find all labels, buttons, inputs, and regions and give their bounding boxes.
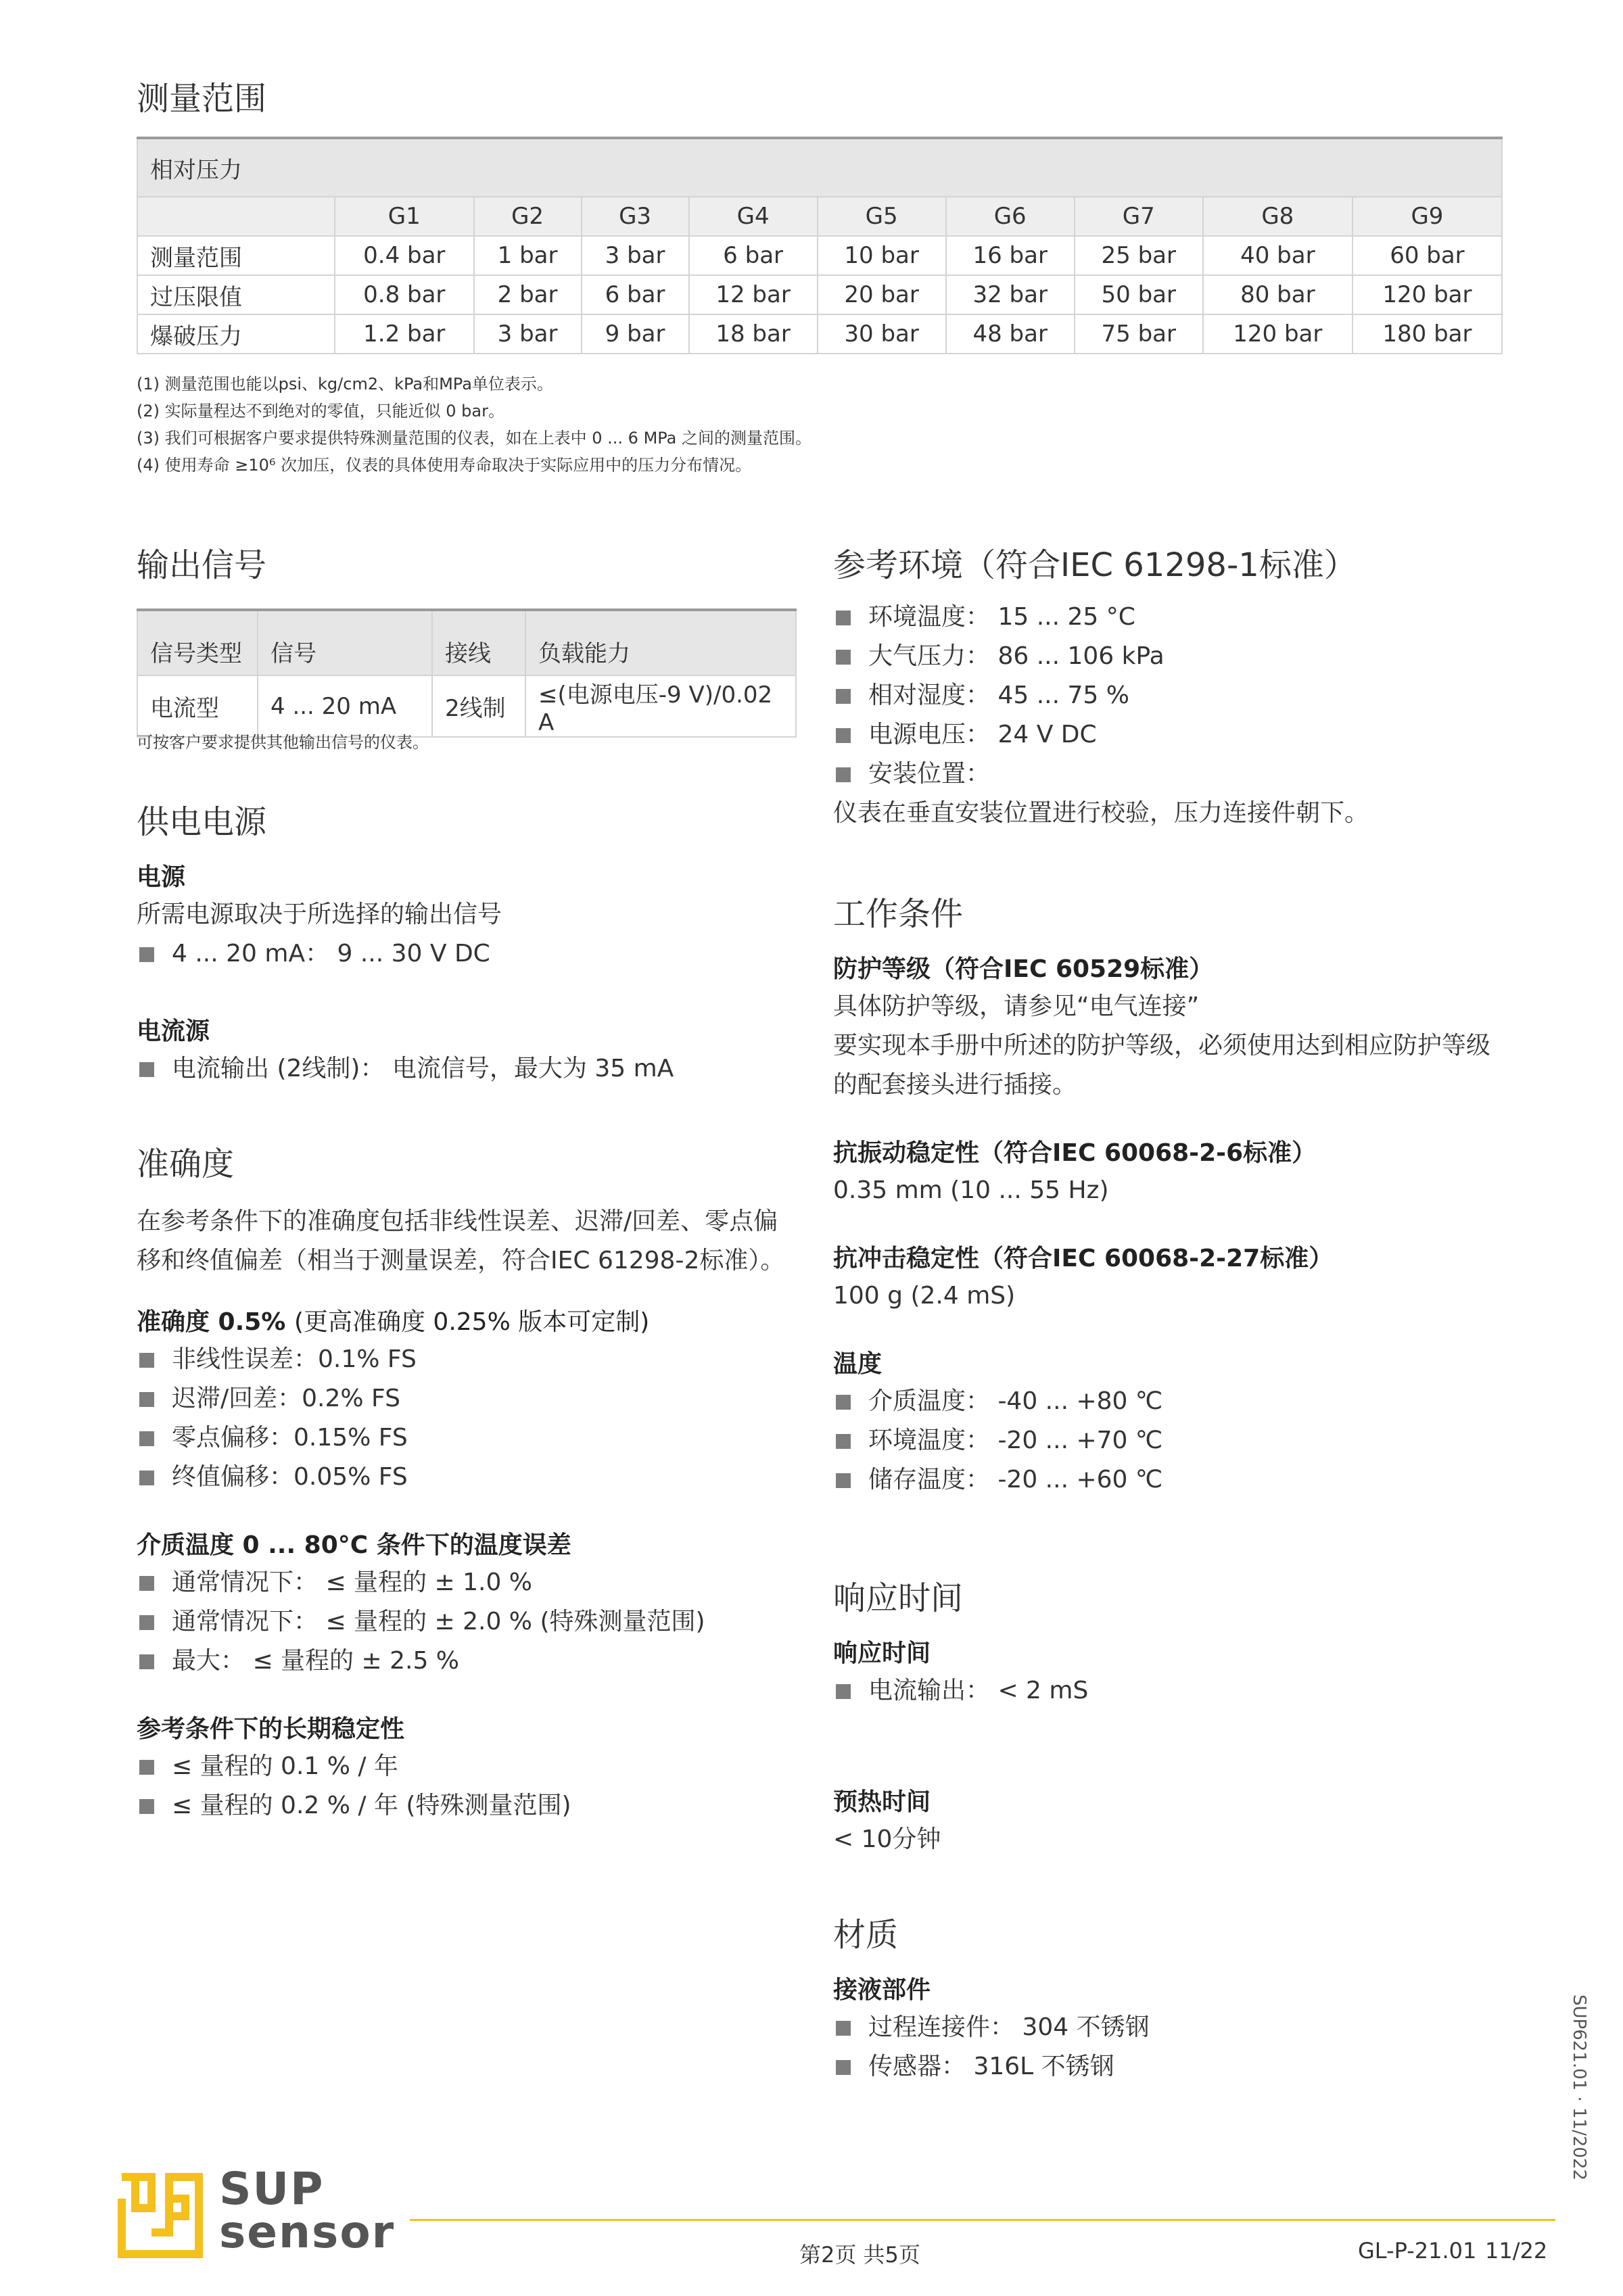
accuracy-title [137,1305,799,1340]
range-cell: 30 bar [818,314,946,354]
temperature-item: 介质温度： -40 ... +80 ℃ [833,1382,1503,1421]
reference-item: 相对湿度： 45 ... 75 % [833,676,1509,715]
response-item: 电流输出： < 2 mS [833,1671,1503,1711]
accuracy-title-text: 准确度 0.5% [137,1308,286,1336]
range-note: (2) 实际量程达不到绝对的零值，只能近似 0 bar。 [137,402,504,421]
range-cell: 0.4 bar [335,236,474,275]
range-cell: 32 bar [946,275,1075,314]
output-cell: ≤(电源电压-9 V)/0.02 A [525,675,796,737]
conditions-heading: 工作条件 [833,895,964,933]
material-item: 传感器： 316L 不锈钢 [833,2047,1503,2086]
shock-text: 100 g (2.4 mS) [833,1282,1016,1310]
range-cell: 50 bar [1075,275,1203,314]
output-heading: 输出信号 [137,546,267,584]
accuracy-item: 零点偏移：0.15% FS [137,1418,799,1458]
material-item: 过程连接件： 304 不锈钢 [833,2008,1503,2047]
range-notes [137,370,1489,479]
range-cell: 9 bar [582,314,689,354]
range-column-header: G6 [946,197,1075,236]
range-column-header: G2 [474,197,582,236]
range-row [137,236,1502,275]
mount-text: 仪表在垂直安装位置进行校验，压力连接件朝下。 [833,799,1369,827]
range-cell: 12 bar [689,275,818,314]
material-title: 接液部件 [833,1976,931,2004]
logo [116,2172,204,2262]
accuracy-note: (更高准确度 0.25% 版本可定制) [293,1308,650,1336]
power-heading: 供电电源 [137,803,267,841]
range-cell: 10 bar [818,236,946,275]
range-cell: 75 bar [1075,314,1203,354]
shock-title: 抗冲击稳定性（符合IEC 60068-2-27标准） [833,1245,1334,1272]
range-cell: 18 bar [689,314,818,354]
range-row-label: 测量范围 [137,236,335,275]
temp-error-item: 最大： ≤ 量程的 ± 2.5 % [137,1642,799,1681]
power-supply-item: 4 ... 20 mA： 9 ... 30 V DC [137,934,786,974]
range-row [137,314,1502,354]
range-cell: 20 bar [818,275,946,314]
range-column-header: G9 [1352,197,1502,236]
power-section [137,860,786,1120]
temp-error-title: 介质温度 0 ... 80°C 条件下的温度误差 [137,1531,571,1559]
ip-title: 防护等级（符合IEC 60529标准） [833,955,1214,983]
range-note: (1) 测量范围也能以psi、kg/cm2、kPa和MPa单位表示。 [137,375,553,393]
vibration-title: 抗振动稳定性（符合IEC 60068-2-6标准） [833,1139,1317,1167]
range-header-row [137,197,1502,236]
stability-item: ≤ 量程的 0.1 % / 年 [137,1747,799,1786]
range-row-label: 爆破压力 [137,314,335,354]
range-corner-cell [137,197,335,236]
page-number: 第2页 共5页 [799,2242,920,2268]
range-heading: 测量范围 [137,80,267,118]
output-cell: 电流型 [137,675,258,737]
response-heading: 响应时间 [833,1579,964,1617]
range-cell: 48 bar [946,314,1075,354]
stability-title: 参考条件下的长期稳定性 [137,1715,405,1743]
range-cell: 120 bar [1352,275,1502,314]
range-cell: 60 bar [1352,236,1502,275]
range-column-header: G7 [1075,197,1203,236]
range-cell: 1 bar [474,236,582,275]
warmup-title: 预热时间 [833,1788,931,1816]
reference-item: 安装位置： [833,755,1509,794]
reference-item: 大气压力： 86 ... 106 kPa [833,637,1509,676]
material-heading: 材质 [833,1916,899,1954]
temperature-title: 温度 [833,1350,883,1378]
range-row [137,275,1502,314]
temp-error-item: 通常情况下： ≤ 量程的 ± 1.0 % [137,1563,799,1602]
range-cell: 3 bar [474,314,582,354]
power-supply-title: 电源 [137,863,186,891]
output-cell: 4 ... 20 mA [258,675,432,737]
response-section [833,1636,1503,1859]
accuracy-item: 终值偏移：0.05% FS [137,1458,799,1497]
warmup-text: < 10分钟 [833,1825,941,1853]
accuracy-section [137,1202,799,1857]
range-cell: 120 bar [1203,314,1352,354]
output-header: 信号 [258,610,432,675]
range-column-header: G8 [1203,197,1352,236]
logo-line1: SUP [219,2163,325,2215]
side-code: SUP621.01 · 11/2022 [1569,1994,1589,2180]
output-row [137,675,796,737]
range-column-header: G5 [818,197,946,236]
logo-text [219,2163,396,2258]
reference-item: 电源电压： 24 V DC [833,715,1509,755]
reference-heading: 参考环境（符合IEC 61298-1标准） [833,546,1357,584]
vibration-text: 0.35 mm (10 ... 55 Hz) [833,1176,1109,1204]
range-cell: 6 bar [689,236,818,275]
range-cell: 80 bar [1203,275,1352,314]
output-header-row [137,610,796,675]
power-supply-text: 所需电源取决于所选择的输出信号 [137,901,502,928]
range-column-header: G4 [689,197,818,236]
range-note: (4) 使用寿命 ≥10⁶ 次加压，仪表的具体使用寿命取决于实际应用中的压力分布情况。 [137,456,752,475]
output-header: 负载能力 [525,610,796,675]
accuracy-item: 非线性误差：0.1% FS [137,1340,799,1379]
reference-item: 环境温度： 15 ... 25 °C [833,598,1509,637]
range-cell: 2 bar [474,275,582,314]
range-cell: 25 bar [1075,236,1203,275]
output-header: 接线 [432,610,525,675]
range-table-title: 相对压力 [137,138,1502,197]
accuracy-intro: 在参考条件下的准确度包括非线性误差、迟滞/回差、零点偏移和终值偏差（相当于测量误差，符合IEC 61298-2标准）。 [137,1207,785,1274]
response-title: 响应时间 [833,1640,931,1667]
reference-section [833,598,1509,833]
output-table [137,608,797,738]
accuracy-item: 迟滞/回差：0.2% FS [137,1379,799,1418]
range-table [137,137,1503,354]
accuracy-heading: 准确度 [137,1145,235,1183]
range-table-wrap [137,137,1503,354]
range-column-header: G3 [582,197,689,236]
doc-date: 11/22 [1485,2238,1548,2264]
temp-error-item: 通常情况下： ≤ 量程的 ± 2.0 % (特殊测量范围) [137,1602,799,1642]
conditions-section [833,952,1503,1531]
range-cell: 180 bar [1352,314,1502,354]
range-cell: 40 bar [1203,236,1352,275]
doc-code: GL-P-21.01 [1358,2238,1477,2264]
ip-text: 具体防护等级，请参见“电气连接” [833,992,1200,1020]
range-title-row [137,138,1502,197]
output-table-wrap [137,608,797,738]
logo-line2: sensor [219,2206,396,2258]
ip-text: 要实现本手册中所述的防护等级，必须使用达到相应防护等级的配套接头进行插接。 [833,1032,1491,1099]
material-section [833,1973,1503,2086]
output-header: 信号类型 [137,610,258,675]
output-note: 可按客户要求提供其他输出信号的仪表。 [137,733,429,752]
range-cell: 0.8 bar [335,275,474,314]
current-source-title: 电流源 [137,1018,210,1045]
temperature-item: 储存温度： -20 ... +60 ℃ [833,1460,1503,1500]
range-note: (3) 我们可根据客户要求提供特殊测量范围的仪表，如在上表中 0 ... 6 MPa 之间的测量范围。 [137,429,812,448]
range-cell: 1.2 bar [335,314,474,354]
stability-item: ≤ 量程的 0.2 % / 年 (特殊测量范围) [137,1786,799,1825]
range-cell: 6 bar [582,275,689,314]
range-column-header: G1 [335,197,474,236]
temperature-item: 环境温度： -20 ... +70 ℃ [833,1421,1503,1460]
footer-divider [410,2219,1555,2221]
range-cell: 16 bar [946,236,1075,275]
range-cell: 3 bar [582,236,689,275]
output-cell: 2线制 [432,675,525,737]
logo-mark-icon [116,2172,204,2259]
current-source-item: 电流输出 (2线制)： 电流信号，最大为 35 mA [137,1049,786,1089]
range-row-label: 过压限值 [137,275,335,314]
